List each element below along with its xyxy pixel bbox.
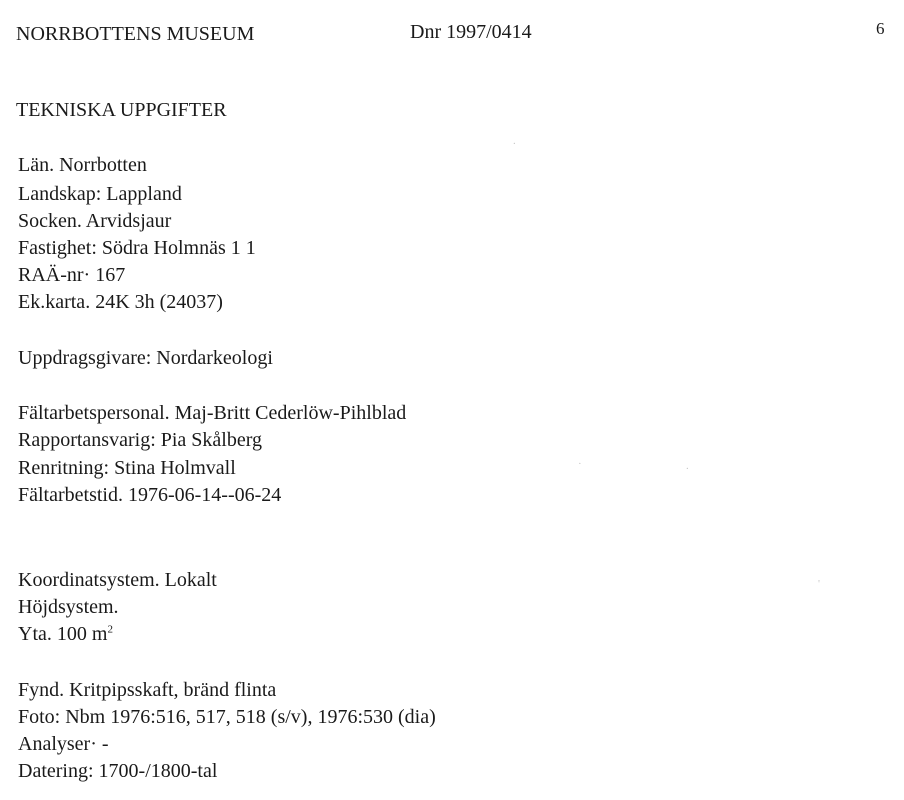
raa-nr-line: RAÄ-nr· 167 xyxy=(18,264,126,286)
foto-line: Foto: Nbm 1976:516, 517, 518 (s/v), 1976:530 (dia) xyxy=(18,706,436,728)
yta-line xyxy=(18,622,113,646)
faltarbetstid-line: Fältarbetstid. 1976-06-14--06-24 xyxy=(18,484,282,506)
scan-speck: . xyxy=(686,460,689,472)
section-title: TEKNISKA UPPGIFTER xyxy=(16,99,227,121)
socken-line: Socken. Arvidsjaur xyxy=(18,210,172,232)
datering-line: Datering: 1700-/1800-tal xyxy=(18,760,218,782)
koordinatsystem-line: Koordinatsystem. Lokalt xyxy=(18,569,217,591)
hojdsystem-line: Höjdsystem. xyxy=(18,596,119,618)
page-number: 6 xyxy=(876,19,885,38)
ek-karta-line: Ek.karta. 24K 3h (24037) xyxy=(18,291,223,313)
yta-label: Yta. 100 m xyxy=(18,623,108,645)
scan-speck: . xyxy=(513,135,516,147)
faltarbetspersonal-line: Fältarbetspersonal. Maj-Britt Cederlöw-Pihlblad xyxy=(18,402,407,424)
scan-speck: ' xyxy=(818,578,820,590)
landskap-line: Landskap: Lappland xyxy=(18,183,182,205)
renritning-line: Renritning: Stina Holmvall xyxy=(18,457,236,479)
institution-name: NORRBOTTENS MUSEUM xyxy=(16,23,255,45)
fastighet-line: Fastighet: Södra Holmnäs 1 1 xyxy=(18,237,256,259)
dnr-number: Dnr 1997/0414 xyxy=(410,21,532,43)
lan-line: Län. Norrbotten xyxy=(18,154,147,176)
scan-speck: · xyxy=(578,458,582,470)
analyser-line: Analyser· - xyxy=(18,733,109,755)
uppdragsgivare-line: Uppdragsgivare: Nordarkeologi xyxy=(18,347,273,369)
fynd-line: Fynd. Kritpipsskaft, bränd flinta xyxy=(18,679,277,701)
yta-unit-exponent: 2 xyxy=(107,623,113,636)
rapportansvarig-line: Rapportansvarig: Pia Skålberg xyxy=(18,429,263,451)
